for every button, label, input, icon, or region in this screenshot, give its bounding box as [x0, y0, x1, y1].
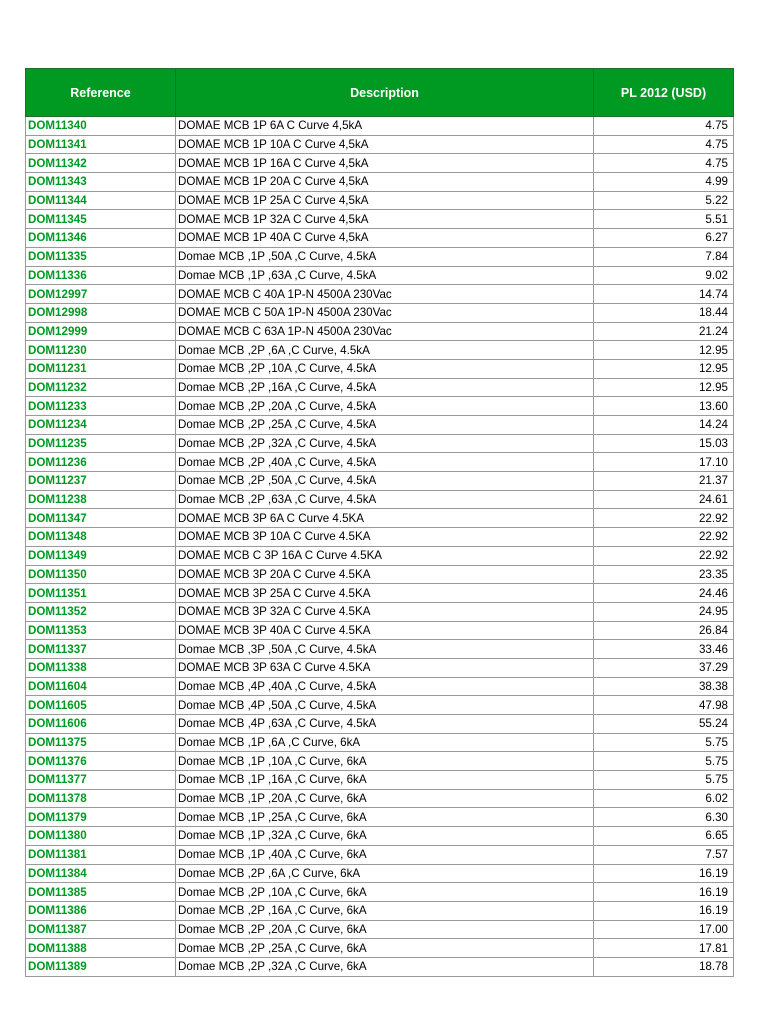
table-row [26, 359, 734, 378]
reference-cell: DOM11348 [26, 528, 176, 547]
reference-cell: DOM11238 [26, 490, 176, 509]
table-row [26, 920, 734, 939]
table-row [26, 266, 734, 285]
description-cell: Domae MCB ,2P ,16A ,C Curve, 6kA [176, 901, 594, 920]
price-cell: 21.24 [594, 322, 734, 341]
reference-cell: DOM11347 [26, 509, 176, 528]
description-cell: DOMAE MCB 3P 6A C Curve 4.5KA [176, 509, 594, 528]
description-cell: Domae MCB ,2P ,25A ,C Curve, 6kA [176, 939, 594, 958]
price-cell: 6.02 [594, 789, 734, 808]
price-cell: 24.95 [594, 602, 734, 621]
description-cell: Domae MCB ,2P ,63A ,C Curve, 4.5kA [176, 490, 594, 509]
table-row [26, 154, 734, 173]
table-row [26, 322, 734, 341]
description-cell: DOMAE MCB 3P 40A C Curve 4.5KA [176, 621, 594, 640]
reference-cell: DOM12999 [26, 322, 176, 341]
price-cell: 7.57 [594, 845, 734, 864]
reference-cell: DOM11604 [26, 677, 176, 696]
table-header [26, 69, 734, 117]
description-cell: Domae MCB ,2P ,6A ,C Curve, 6kA [176, 864, 594, 883]
reference-cell: DOM11231 [26, 359, 176, 378]
description-cell: Domae MCB ,1P ,25A ,C Curve, 6kA [176, 808, 594, 827]
price-cell: 12.95 [594, 341, 734, 360]
table-row [26, 285, 734, 304]
table-row [26, 602, 734, 621]
price-cell: 18.44 [594, 303, 734, 322]
table-row [26, 509, 734, 528]
table-row [26, 453, 734, 472]
table-row [26, 901, 734, 920]
reference-cell: DOM12998 [26, 303, 176, 322]
table-row [26, 247, 734, 266]
description-cell: DOMAE MCB C 63A 1P-N 4500A 230Vac [176, 322, 594, 341]
reference-cell: DOM11342 [26, 154, 176, 173]
description-cell: Domae MCB ,1P ,63A ,C Curve, 4.5kA [176, 266, 594, 285]
description-cell: DOMAE MCB 3P 25A C Curve 4.5KA [176, 584, 594, 603]
price-cell: 12.95 [594, 359, 734, 378]
table-row [26, 845, 734, 864]
price-cell: 17.81 [594, 939, 734, 958]
description-cell: Domae MCB ,2P ,32A ,C Curve, 6kA [176, 957, 594, 976]
reference-cell: DOM11346 [26, 229, 176, 248]
description-cell: Domae MCB ,2P ,40A ,C Curve, 4.5kA [176, 453, 594, 472]
reference-column-header: Reference [26, 69, 176, 117]
description-cell: DOMAE MCB 1P 20A C Curve 4,5kA [176, 173, 594, 192]
reference-cell: DOM11230 [26, 341, 176, 360]
price-cell: 22.92 [594, 546, 734, 565]
description-cell: DOMAE MCB 1P 10A C Curve 4,5kA [176, 135, 594, 154]
reference-cell: DOM11345 [26, 210, 176, 229]
description-cell: Domae MCB ,2P ,25A ,C Curve, 4.5kA [176, 416, 594, 435]
reference-cell: DOM11387 [26, 920, 176, 939]
price-cell: 21.37 [594, 472, 734, 491]
table-row [26, 191, 734, 210]
description-cell: DOMAE MCB 1P 25A C Curve 4,5kA [176, 191, 594, 210]
reference-cell: DOM11378 [26, 789, 176, 808]
table-row [26, 341, 734, 360]
reference-cell: DOM11343 [26, 173, 176, 192]
reference-cell: DOM11352 [26, 602, 176, 621]
price-cell: 14.24 [594, 416, 734, 435]
reference-cell: DOM11234 [26, 416, 176, 435]
price-cell: 5.51 [594, 210, 734, 229]
reference-cell: DOM11336 [26, 266, 176, 285]
price-cell: 37.29 [594, 658, 734, 677]
price-cell: 24.61 [594, 490, 734, 509]
price-list-table [25, 68, 734, 977]
price-cell: 4.75 [594, 135, 734, 154]
reference-cell: DOM11335 [26, 247, 176, 266]
reference-cell: DOM11340 [26, 117, 176, 136]
description-column-header: Description [176, 69, 594, 117]
price-cell: 23.35 [594, 565, 734, 584]
table-row [26, 378, 734, 397]
table-row [26, 752, 734, 771]
reference-cell: DOM11232 [26, 378, 176, 397]
reference-cell: DOM11233 [26, 397, 176, 416]
reference-cell: DOM11380 [26, 827, 176, 846]
reference-cell: DOM11377 [26, 771, 176, 790]
price-cell: 7.84 [594, 247, 734, 266]
description-cell: Domae MCB ,1P ,16A ,C Curve, 6kA [176, 771, 594, 790]
reference-cell: DOM11237 [26, 472, 176, 491]
price-cell: 22.92 [594, 509, 734, 528]
table-row [26, 135, 734, 154]
table-row [26, 472, 734, 491]
price-cell: 38.38 [594, 677, 734, 696]
description-cell: DOMAE MCB 3P 10A C Curve 4.5KA [176, 528, 594, 547]
description-cell: Domae MCB ,1P ,40A ,C Curve, 6kA [176, 845, 594, 864]
reference-cell: DOM11236 [26, 453, 176, 472]
price-cell: 14.74 [594, 285, 734, 304]
table-row [26, 210, 734, 229]
reference-cell: DOM11338 [26, 658, 176, 677]
table-row [26, 883, 734, 902]
description-cell: Domae MCB ,3P ,50A ,C Curve, 4.5kA [176, 640, 594, 659]
reference-cell: DOM11349 [26, 546, 176, 565]
price-cell: 6.65 [594, 827, 734, 846]
table-row [26, 303, 734, 322]
reference-cell: DOM11381 [26, 845, 176, 864]
table-row [26, 658, 734, 677]
price-cell: 12.95 [594, 378, 734, 397]
table-row [26, 621, 734, 640]
price-cell: 4.75 [594, 154, 734, 173]
table-row [26, 939, 734, 958]
table-row [26, 696, 734, 715]
price-cell: 15.03 [594, 434, 734, 453]
reference-cell: DOM11389 [26, 957, 176, 976]
description-cell: Domae MCB ,2P ,6A ,C Curve, 4.5kA [176, 341, 594, 360]
description-cell: DOMAE MCB C 3P 16A C Curve 4.5KA [176, 546, 594, 565]
reference-cell: DOM11375 [26, 733, 176, 752]
description-cell: DOMAE MCB C 40A 1P-N 4500A 230Vac [176, 285, 594, 304]
description-cell: DOMAE MCB 1P 32A C Curve 4,5kA [176, 210, 594, 229]
price-cell: 13.60 [594, 397, 734, 416]
price-cell: 5.75 [594, 771, 734, 790]
reference-cell: DOM11384 [26, 864, 176, 883]
description-cell: DOMAE MCB 1P 40A C Curve 4,5kA [176, 229, 594, 248]
table-body [26, 117, 734, 977]
description-cell: Domae MCB ,2P ,20A ,C Curve, 4.5kA [176, 397, 594, 416]
price-cell: 16.19 [594, 864, 734, 883]
description-cell: DOMAE MCB 1P 6A C Curve 4,5kA [176, 117, 594, 136]
description-cell: Domae MCB ,2P ,10A ,C Curve, 6kA [176, 883, 594, 902]
reference-cell: DOM12997 [26, 285, 176, 304]
reference-cell: DOM11605 [26, 696, 176, 715]
price-cell: 4.99 [594, 173, 734, 192]
description-cell: Domae MCB ,1P ,20A ,C Curve, 6kA [176, 789, 594, 808]
table-row [26, 827, 734, 846]
description-cell: DOMAE MCB C 50A 1P-N 4500A 230Vac [176, 303, 594, 322]
price-cell: 16.19 [594, 901, 734, 920]
price-cell: 47.98 [594, 696, 734, 715]
table-row [26, 434, 734, 453]
description-cell: Domae MCB ,4P ,40A ,C Curve, 4.5kA [176, 677, 594, 696]
price-cell: 55.24 [594, 715, 734, 734]
description-cell: DOMAE MCB 3P 63A C Curve 4.5KA [176, 658, 594, 677]
price-cell: 6.27 [594, 229, 734, 248]
price-cell: 4.75 [594, 117, 734, 136]
description-cell: Domae MCB ,1P ,6A ,C Curve, 6kA [176, 733, 594, 752]
reference-cell: DOM11388 [26, 939, 176, 958]
description-cell: Domae MCB ,2P ,20A ,C Curve, 6kA [176, 920, 594, 939]
table-row [26, 715, 734, 734]
table-row [26, 416, 734, 435]
price-cell: 5.22 [594, 191, 734, 210]
table-row [26, 229, 734, 248]
table-row [26, 957, 734, 976]
table-row [26, 677, 734, 696]
table-row [26, 808, 734, 827]
price-column-header: PL 2012 (USD) [594, 69, 734, 117]
table-row [26, 640, 734, 659]
price-cell: 6.30 [594, 808, 734, 827]
table-row [26, 584, 734, 603]
reference-cell: DOM11351 [26, 584, 176, 603]
table-row [26, 397, 734, 416]
description-cell: Domae MCB ,2P ,10A ,C Curve, 4.5kA [176, 359, 594, 378]
table-row [26, 771, 734, 790]
description-cell: Domae MCB ,1P ,50A ,C Curve, 4.5kA [176, 247, 594, 266]
price-cell: 16.19 [594, 883, 734, 902]
table-row [26, 546, 734, 565]
reference-cell: DOM11376 [26, 752, 176, 771]
price-cell: 24.46 [594, 584, 734, 603]
description-cell: Domae MCB ,2P ,16A ,C Curve, 4.5kA [176, 378, 594, 397]
price-cell: 22.92 [594, 528, 734, 547]
reference-cell: DOM11235 [26, 434, 176, 453]
table-row [26, 565, 734, 584]
description-cell: Domae MCB ,2P ,50A ,C Curve, 4.5kA [176, 472, 594, 491]
description-cell: DOMAE MCB 3P 20A C Curve 4.5KA [176, 565, 594, 584]
table-row [26, 490, 734, 509]
reference-cell: DOM11379 [26, 808, 176, 827]
description-cell: Domae MCB ,1P ,32A ,C Curve, 6kA [176, 827, 594, 846]
description-cell: Domae MCB ,4P ,50A ,C Curve, 4.5kA [176, 696, 594, 715]
table-row [26, 528, 734, 547]
reference-cell: DOM11344 [26, 191, 176, 210]
reference-cell: DOM11337 [26, 640, 176, 659]
price-cell: 18.78 [594, 957, 734, 976]
table-row [26, 864, 734, 883]
price-cell: 5.75 [594, 752, 734, 771]
price-cell: 17.00 [594, 920, 734, 939]
reference-cell: DOM11606 [26, 715, 176, 734]
header-row [26, 69, 734, 117]
description-cell: Domae MCB ,1P ,10A ,C Curve, 6kA [176, 752, 594, 771]
reference-cell: DOM11385 [26, 883, 176, 902]
reference-cell: DOM11353 [26, 621, 176, 640]
description-cell: Domae MCB ,2P ,32A ,C Curve, 4.5kA [176, 434, 594, 453]
description-cell: DOMAE MCB 3P 32A C Curve 4.5KA [176, 602, 594, 621]
price-cell: 26.84 [594, 621, 734, 640]
reference-cell: DOM11350 [26, 565, 176, 584]
price-cell: 5.75 [594, 733, 734, 752]
table-row [26, 117, 734, 136]
description-cell: Domae MCB ,4P ,63A ,C Curve, 4.5kA [176, 715, 594, 734]
price-cell: 33.46 [594, 640, 734, 659]
table-row [26, 733, 734, 752]
price-cell: 17.10 [594, 453, 734, 472]
price-cell: 9.02 [594, 266, 734, 285]
table-row [26, 789, 734, 808]
description-cell: DOMAE MCB 1P 16A C Curve 4,5kA [176, 154, 594, 173]
reference-cell: DOM11341 [26, 135, 176, 154]
reference-cell: DOM11386 [26, 901, 176, 920]
table-row [26, 173, 734, 192]
